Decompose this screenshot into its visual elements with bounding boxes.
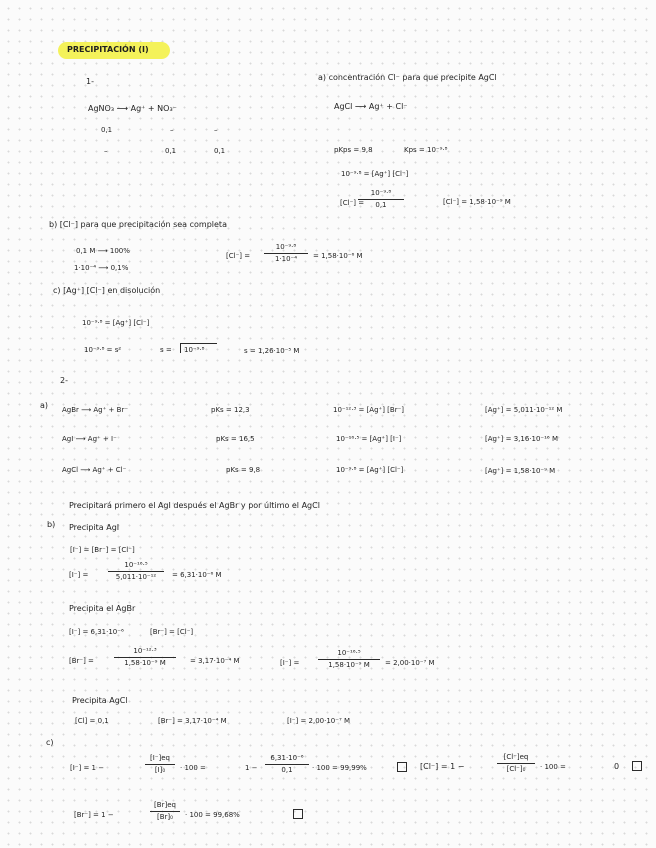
- part-b-heading: b) [Cl⁻] para que precipitación sea completa: [49, 220, 227, 229]
- chloride-percent-lhs: [Cl⁻] = 1 −: [420, 762, 465, 771]
- agcl-row-equation: AgCl ⟶ Ag⁺ + Cl⁻: [62, 466, 127, 474]
- ion-equality: [I⁻] = [Br⁻] = [Cl⁻]: [70, 546, 135, 554]
- cl-fraction-den: 0,1: [375, 201, 387, 209]
- part-2c-label: c): [46, 738, 54, 747]
- iodide-percent-mid: · 100 =: [180, 764, 206, 772]
- chloride-percent-den: [Cl⁻]₀: [506, 765, 526, 773]
- agbr-pks: pKs = 12,3: [211, 406, 250, 414]
- iodide-percent-one: 1 −: [245, 764, 258, 772]
- iodide-percent-num: [I⁻]eq: [145, 754, 175, 765]
- bromide-final: [Br⁻] = 3,17·10⁻⁴ M: [158, 717, 227, 725]
- bromide-percent-den: [Br]₀: [157, 813, 173, 821]
- pkps-value: pKps = 9,8: [334, 146, 373, 154]
- br-cl-equality: [Br⁻] = [Cl⁻]: [150, 628, 194, 636]
- initial-agno3: 0,1: [101, 126, 113, 134]
- part-a-heading: a) concentración Cl⁻ para que precipite AgCl: [318, 73, 497, 82]
- iodide-answer-box: [397, 762, 407, 772]
- final-ag: 0,1: [165, 147, 177, 155]
- proportion-line-1: 0,1 M ⟶ 100%: [76, 247, 130, 255]
- complete-cl-lhs: [Cl⁻] =: [226, 252, 251, 260]
- complete-cl-den: 1·10⁻⁴: [274, 255, 298, 263]
- bromide-num: 10⁻¹²·³: [114, 647, 176, 658]
- page-title-highlight: [58, 42, 170, 59]
- iodide2-den: 1,58·10⁻⁹ M: [328, 661, 370, 669]
- complete-cl-fraction: [264, 243, 308, 264]
- precipita-agbr-heading: Precipita el AgBr: [69, 604, 136, 613]
- bromide-percent-num: [Br]eq: [150, 801, 180, 812]
- chloride-percent-num: [Cl⁻]eq: [497, 753, 535, 764]
- square-root-content: 10⁻⁹·⁸: [184, 346, 205, 354]
- iodide-percent-den-2: 0,1: [281, 766, 293, 774]
- iodide2-result: = 2,00·10⁻⁷ M: [385, 659, 435, 667]
- dissociation-equation: AgNO₃ ⟶ Ag⁺ + NO₃⁻: [88, 104, 177, 113]
- page-title: PRECIPITACIÓN (I): [67, 45, 149, 54]
- exercise-2-number: 2-: [60, 376, 68, 385]
- iodide2-lhs: [I⁻] =: [280, 659, 300, 667]
- cl-fraction-num: 10⁻⁹·⁸: [358, 189, 404, 200]
- precipitation-order: Precipitará primero el AgI después el AgBr y por último el AgCl: [69, 501, 320, 510]
- precipita-agcl-heading: Precipita AgCl: [72, 696, 128, 705]
- agi-pks: pKs = 16,5: [216, 435, 255, 443]
- initial-ag: –: [170, 126, 174, 134]
- agcl-expression: 10⁻⁹·⁸ = [Ag⁺] [Cl⁻]: [336, 466, 404, 474]
- iodide-percent-num-2: 6,31·10⁻⁶: [265, 754, 309, 765]
- chloride-percent-fraction: [497, 753, 535, 774]
- iodide-result: = 6,31·10⁻⁶ M: [172, 571, 222, 579]
- solubility-expression: 10⁻⁹·⁸ = [Ag⁺] [Cl⁻]: [82, 319, 150, 327]
- chloride-percent-result: · 100 =: [540, 763, 566, 771]
- iodide-den: 5,011·10⁻¹²: [115, 573, 157, 581]
- complete-cl-num: 10⁻⁹·⁸: [264, 243, 308, 254]
- proportion-line-2: 1·10⁻⁴ ⟶ 0,1%: [74, 264, 129, 272]
- agi-equation: AgI ⟶ Ag⁺ + I⁻: [62, 435, 117, 443]
- iodide-final: [I⁻] = 2,00·10⁻⁷ M: [287, 717, 351, 725]
- kps-expression: 10⁻⁹·⁸ = [Ag⁺] [Cl⁻]: [341, 170, 409, 178]
- bromide-lhs: [Br⁻] =: [69, 657, 94, 665]
- exercise-1-number: 1-: [86, 77, 94, 86]
- complete-cl-result: = 1,58·10⁻⁶ M: [313, 252, 363, 260]
- agcl-pks: pKs = 9,8: [226, 466, 261, 474]
- final-no3: 0,1: [214, 147, 226, 155]
- solubility-s-eq: s =: [160, 346, 172, 354]
- cl-formula-lhs: [Cl⁻] =: [340, 199, 365, 207]
- bromide-den: 1,58·10⁻⁹ M: [124, 659, 166, 667]
- chloride-answer-box: [632, 761, 642, 771]
- agbr-expression: 10⁻¹²·³ = [Ag⁺] [Br⁻]: [333, 406, 405, 414]
- iodide2-fraction: [318, 649, 380, 670]
- solubility-s-squared: 10⁻⁹·⁸ = s²: [84, 346, 122, 354]
- solubility-result: s = 1,26·10⁻⁵ M: [244, 347, 300, 355]
- iodide-percent-den: [I]₀: [154, 766, 166, 774]
- kps-value: Kps = 10⁻⁹·⁸: [404, 146, 448, 154]
- iodide-fraction: [108, 561, 164, 582]
- part-2a-label: a): [40, 401, 49, 410]
- iodide-percent-fraction-2: [265, 754, 309, 775]
- bromide-percent-result: · 100 = 99,68%: [185, 811, 240, 819]
- agi-expression: 10⁻¹⁶·⁵ = [Ag⁺] [I⁻]: [336, 435, 402, 443]
- precipita-agi-heading: Precipita AgI: [69, 523, 120, 532]
- iodide2-num: 10⁻¹⁶·⁵: [318, 649, 380, 660]
- part-c-heading: c) [Ag⁺] [Cl⁻] en disolución: [53, 286, 161, 295]
- final-agno3: –: [104, 147, 108, 155]
- iodide-lhs: [I⁻] =: [69, 571, 89, 579]
- bromide-fraction: [114, 647, 176, 668]
- agbr-equation: AgBr ⟶ Ag⁺ + Br⁻: [62, 406, 129, 414]
- bromide-answer-box: [293, 809, 303, 819]
- bromide-percent-fraction: [150, 801, 180, 822]
- cl-fraction: [358, 189, 404, 210]
- iodide-percent-fraction: [145, 754, 175, 775]
- chloride-value: [Cl] = 0,1: [75, 717, 109, 725]
- cl-result: [Cl⁻] = 1,58·10⁻⁹ M: [443, 198, 511, 206]
- agi-ag-result: [Ag⁺] = 3,16·10⁻¹⁶ M: [485, 435, 558, 443]
- iodide-percent-result: · 100 = 99,99%: [312, 764, 367, 772]
- bromide-percent-lhs: [Br⁻] = 1 −: [74, 811, 114, 819]
- iodide-num: 10⁻¹⁶·⁵: [108, 561, 164, 572]
- iodide-value: [I⁻] = 6,31·10⁻⁶: [69, 628, 124, 636]
- agcl-equation: AgCl ⟶ Ag⁺ + Cl⁻: [334, 102, 408, 111]
- part-2b-label: b): [47, 520, 56, 529]
- agbr-ag-result: [Ag⁺] = 5,011·10⁻¹² M: [485, 406, 563, 414]
- chloride-percent-zero: 0: [614, 762, 620, 771]
- bromide-result: = 3,17·10⁻⁴ M: [190, 657, 240, 665]
- agcl-ag-result: [Ag⁺] = 1,58·10⁻⁹ M: [485, 467, 556, 475]
- initial-no3: –: [214, 126, 218, 134]
- iodide-percent-lhs: [I⁻] = 1 −: [70, 764, 105, 772]
